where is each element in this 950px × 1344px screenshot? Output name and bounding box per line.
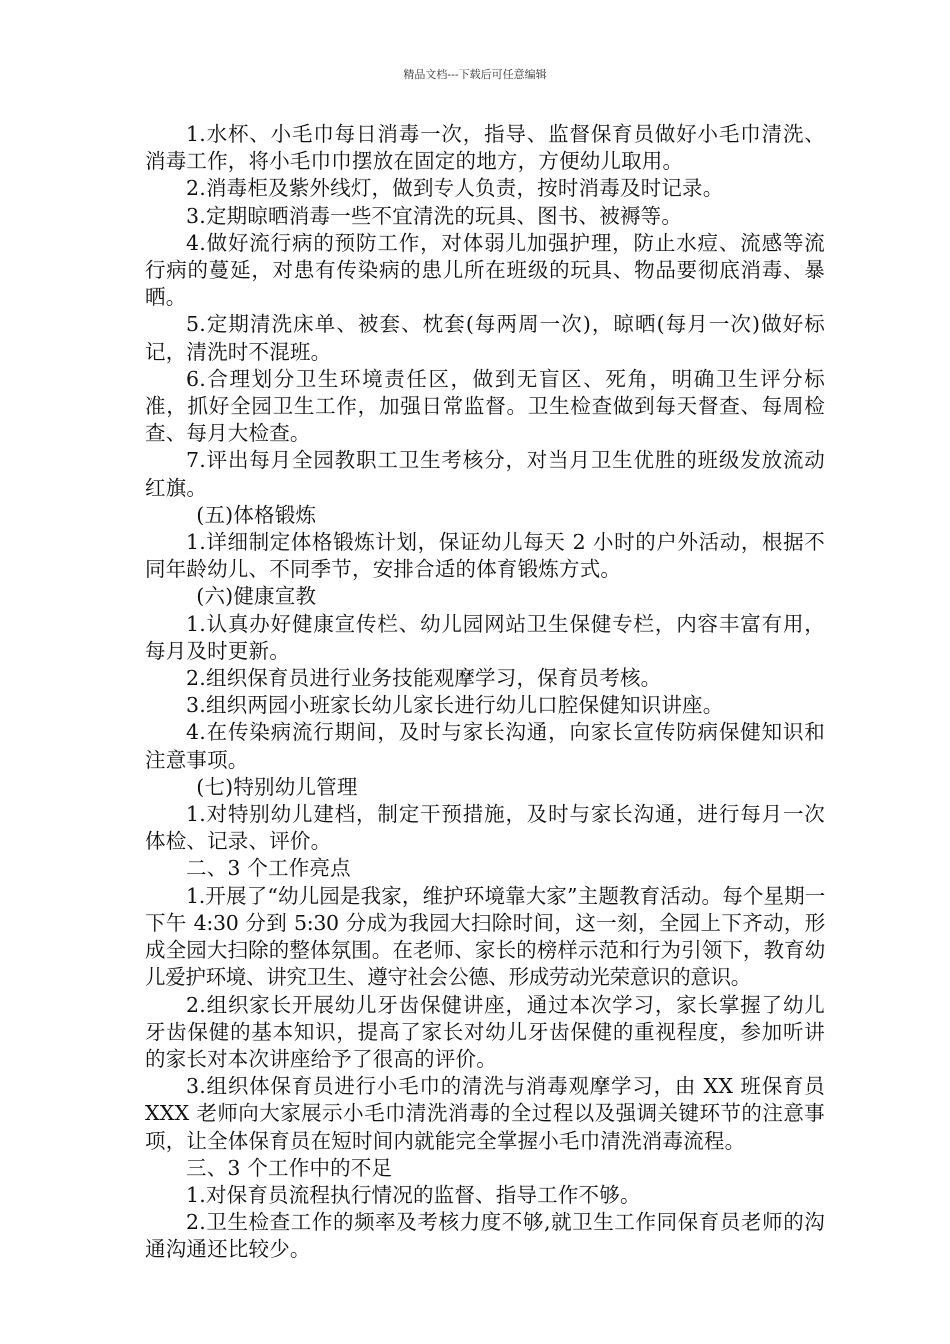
section-heading: 二、3 个工作亮点	[186, 856, 351, 881]
paragraph: 6.合理划分卫生环境责任区，做到无盲区、死角，明确卫生评分标准，抓好全园卫生工作，加强日常监督。卫生检查做到每天督查、每周检查、每月大检查。	[145, 366, 825, 446]
paragraph: 5.定期清洗床单、被套、枕套(每两周一次)，晾晒(每月一次)做好标记，清洗时不混班。	[145, 312, 825, 364]
paragraph: 1.水杯、小毛巾每日消毒一次，指导、监督保育员做好小毛巾清洗、消毒工作，将小毛巾巾摆放在固定的地方，方便幼儿取用。	[145, 122, 825, 174]
paragraph: 1.开展了“幼儿园是我家，维护环境靠大家”主题教育活动。每个星期一下午 4:30 分到 5:30 分成为我园大扫除时间，这一刻，全园上下齐动，形成全园大扫除的整体氛围。在老师、家长的榜样示范和行为引领下，教育幼儿爱护环境、讲究卫生、遵守社会公德、形成劳动光荣意识的意识。	[145, 883, 825, 990]
paragraph: 1.对特别幼儿建档，制定干预措施，及时与家长沟通，进行每月一次体检、记录、评价。	[145, 802, 825, 854]
section-heading: (七)特别幼儿管理	[196, 774, 358, 799]
paragraph: 2.组织保育员进行业务技能观摩学习，保育员考核。	[186, 666, 662, 691]
paragraph: 3.定期晾晒消毒一些不宜清洗的玩具、图书、被褥等。	[186, 203, 683, 228]
paragraph: 2.卫生检查工作的频率及考核力度不够,就卫生工作同保育员老师的沟通沟通还比较少。	[145, 1210, 825, 1262]
document-body	[145, 121, 825, 1264]
paragraph: 4.在传染病流行期间，及时与家长沟通，向家长宣传防病保健知识和注意事项。	[145, 720, 825, 772]
section-heading: 三、3 个工作中的不足	[186, 1155, 393, 1180]
paragraph: 1.详细制定体格锻炼计划，保证幼儿每天 2 小时的户外活动，根据不同年龄幼儿、不同季节，安排合适的体育锻炼方式。	[145, 530, 825, 582]
section-heading: (六)健康宣教	[196, 584, 317, 609]
paragraph: 2.消毒柜及紫外线灯，做到专人负责，按时消毒及时记录。	[186, 176, 724, 201]
paragraph: 7.评出每月全园教职工卫生考核分，对当月卫生优胜的班级发放流动红旗。	[145, 448, 825, 500]
section-heading: (五)体格锻炼	[196, 502, 317, 527]
paragraph: 4.做好流行病的预防工作，对体弱儿加强护理，防止水痘、流感等流行病的蔓延，对患有传染病的患儿所在班级的玩具、物品要彻底消毒、暴晒。	[145, 230, 825, 310]
paragraph: 1.认真办好健康宣传栏、幼儿园网站卫生保健专栏，内容丰富有用，每月及时更新。	[145, 611, 825, 663]
paragraph: 3.组织两园小班家长幼儿家长进行幼儿口腔保健知识讲座。	[186, 693, 724, 718]
paragraph: 1.对保育员流程执行情况的监督、指导工作不够。	[186, 1182, 641, 1207]
page-header: 精品文档---下载后可任意编辑	[403, 68, 547, 81]
paragraph: 3.组织体保育员进行小毛巾的清洗与消毒观摩学习，由 XX 班保育员 XXX 老师向大家展示小毛巾清洗消毒的全过程以及强调关键环节的注意事项，让全体保育员在短时间内就能完全掌握小毛巾清洗消毒流程。	[145, 1074, 825, 1153]
paragraph: 2.组织家长开展幼儿牙齿保健讲座，通过本次学习，家长掌握了幼儿牙齿保健的基本知识，提高了家长对幼儿牙齿保健的重视程度，参加听讲的家长对本次讲座给予了很高的评价。	[145, 992, 825, 1071]
